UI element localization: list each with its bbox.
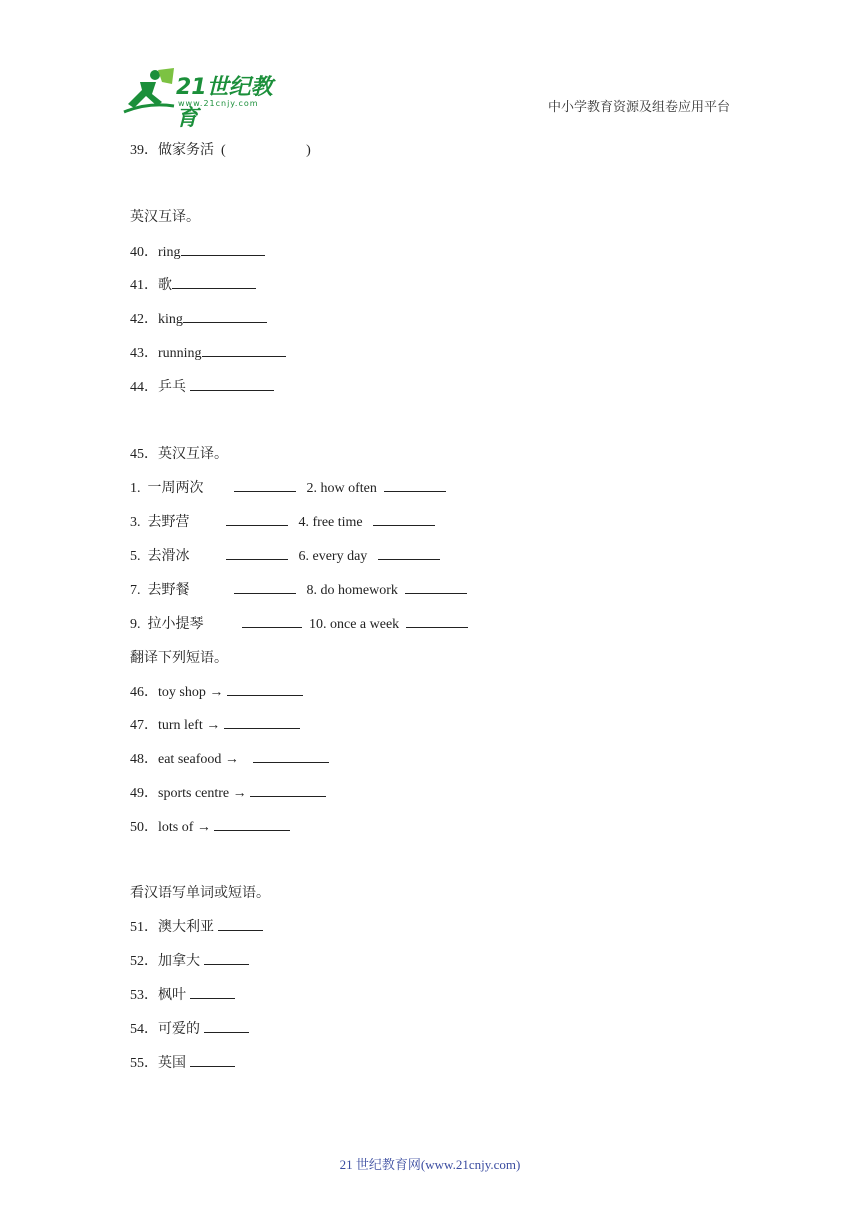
page-footer: 21 世纪教育网(www.21cnjy.com)	[339, 1157, 521, 1172]
answer-blank[interactable]	[190, 1054, 235, 1067]
question-50: 50．lots of →	[130, 816, 290, 836]
answer-blank[interactable]	[373, 513, 435, 526]
answer-blank[interactable]	[190, 378, 274, 391]
section-title-translate: 英汉互译。	[130, 210, 200, 225]
answer-blank[interactable]	[202, 344, 286, 357]
answer-blank[interactable]	[384, 479, 446, 492]
question-44: 44．乒乓	[130, 376, 274, 396]
answer-blank[interactable]	[378, 547, 440, 560]
question-42: 42．king	[130, 308, 267, 328]
answer-blank[interactable]	[253, 750, 329, 763]
question-41: 41．歌	[130, 274, 256, 294]
site-slogan: 中小学教育资源及组卷应用平台	[547, 99, 730, 114]
row-4: 7. 去野餐 8. do homework	[130, 579, 467, 599]
question-48: 48．eat seafood →	[130, 748, 329, 768]
answer-blank[interactable]	[405, 581, 467, 594]
logo-text: 21世纪教育	[176, 75, 273, 131]
runner-logo-icon	[122, 68, 176, 114]
row-1: 1. 一周两次 2. how often	[130, 477, 446, 497]
answer-blank[interactable]	[224, 716, 300, 729]
answer-blank[interactable]	[406, 615, 468, 628]
question-43: 43．running	[130, 342, 286, 362]
answer-blank[interactable]	[181, 243, 265, 256]
answer-blank[interactable]	[172, 276, 256, 289]
section-title-phrases: 翻译下列短语。	[130, 651, 228, 666]
answer-blank[interactable]	[227, 683, 303, 696]
answer-blank[interactable]	[234, 479, 296, 492]
question-55: 55．英国	[130, 1052, 235, 1072]
answer-blank[interactable]	[242, 615, 302, 628]
question-52: 52．加拿大	[130, 950, 249, 970]
question-54: 54．可爱的	[130, 1018, 249, 1038]
site-logo	[122, 68, 292, 131]
row-2: 3. 去野营 4. free time	[130, 511, 435, 531]
question-47: 47．turn left →	[130, 714, 300, 734]
answer-blank[interactable]	[214, 818, 290, 831]
answer-blank[interactable]	[190, 986, 235, 999]
answer-blank[interactable]	[183, 310, 267, 323]
answer-blank[interactable]	[218, 918, 263, 931]
answer-blank[interactable]	[250, 784, 326, 797]
answer-blank[interactable]	[204, 1020, 249, 1033]
question-40: 40．ring	[130, 241, 265, 261]
answer-blank[interactable]	[234, 581, 296, 594]
answer-blank[interactable]	[226, 547, 288, 560]
question-39: 39．做家务活 ( )	[130, 143, 311, 158]
answer-blank[interactable]	[204, 952, 249, 965]
question-53: 53．枫叶	[130, 984, 235, 1004]
question-49: 49．sports centre →	[130, 782, 326, 802]
section-title-words: 看汉语写单词或短语。	[130, 886, 270, 901]
row-5: 9. 拉小提琴 10. once a week	[130, 613, 468, 633]
row-3: 5. 去滑冰 6. every day	[130, 545, 440, 565]
question-46: 46．toy shop →	[130, 681, 303, 701]
answer-blank[interactable]	[226, 513, 288, 526]
question-51: 51．澳大利亚	[130, 916, 263, 936]
question-45: 45．英汉互译。	[130, 447, 228, 462]
logo-subtitle: www.21cnjy.com	[178, 99, 259, 108]
